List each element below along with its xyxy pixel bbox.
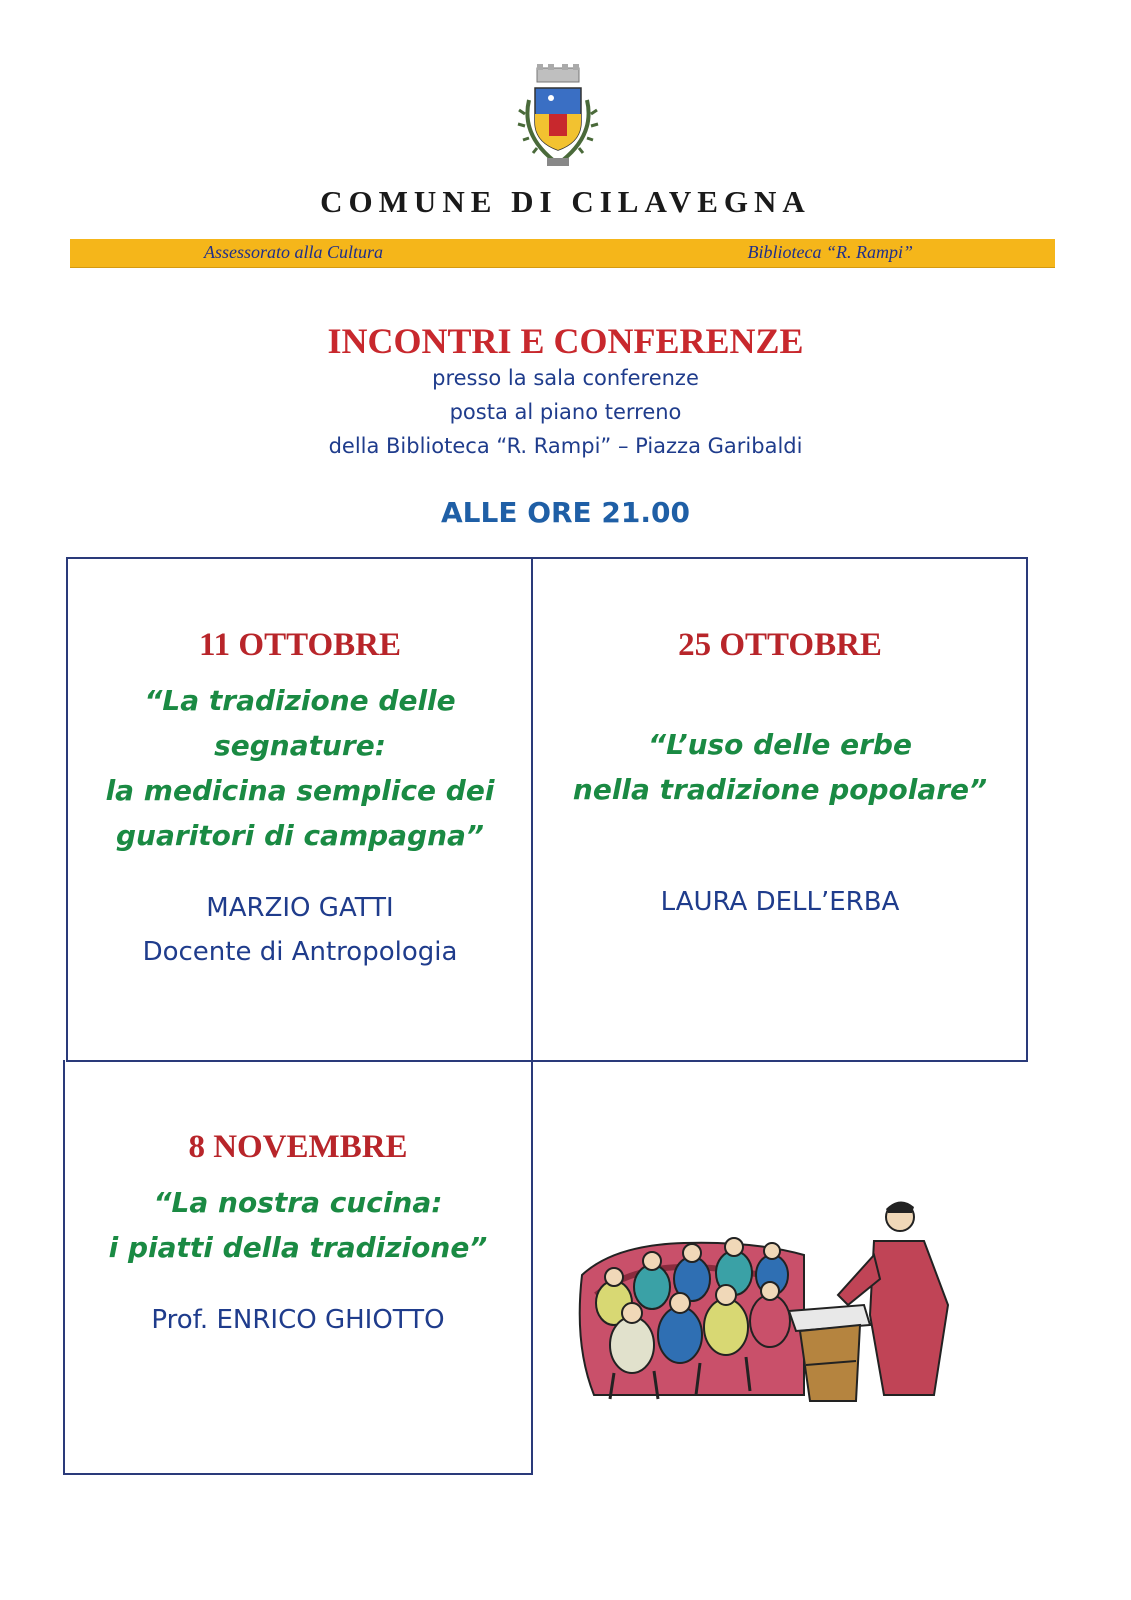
band-culture-office: Assessorato alla Cultura [204, 242, 384, 262]
speaker-name: LAURA DELL’ERBA [660, 887, 900, 917]
event-card [68, 627, 532, 974]
event-card [65, 1129, 531, 1342]
coat-of-arms-emblem [515, 64, 601, 176]
topic-line: la medicina semplice dei [105, 774, 495, 807]
header-band [70, 239, 1055, 268]
topic-line: “La nostra cucina: [153, 1186, 443, 1219]
event-topic [533, 722, 1027, 812]
topic-line: guaritori di campagna” [116, 819, 484, 852]
topic-line: nella tradizione popolare” [572, 773, 988, 806]
event-card [533, 627, 1027, 924]
venue-line: posta al piano terreno [449, 400, 682, 424]
event-speaker [65, 1298, 531, 1342]
venue-line: della Biblioteca “R. Rampi” – Piazza Garibaldi [328, 434, 803, 458]
speaker-role: Docente di Antropologia [142, 937, 458, 967]
event-topic [65, 1180, 531, 1270]
event-date: 11 OTTOBRE [198, 627, 402, 663]
conference-illustration [574, 1195, 952, 1405]
event-time: ALLE ORE 21.00 [440, 496, 691, 529]
municipality-title: COMUNE DI CILAVEGNA [320, 184, 811, 219]
event-speaker [533, 880, 1027, 924]
venue-line: presso la sala conferenze [432, 366, 699, 390]
event-date: 25 OTTOBRE [678, 627, 882, 663]
topic-line: “La tradizione delle [144, 684, 456, 717]
speaker-name: Prof. ENRICO GHIOTTO [151, 1305, 445, 1335]
band-library: Biblioteca “R. Rampi” [747, 242, 913, 262]
event-date: 8 NOVEMBRE [188, 1129, 408, 1165]
speaker-name: MARZIO GATTI [206, 893, 394, 923]
event-speaker [68, 886, 532, 974]
topic-line: “L’uso delle erbe [648, 728, 912, 761]
page-title: INCONTRI E CONFERENZE [327, 321, 804, 361]
topic-line: i piatti della tradizione” [108, 1231, 488, 1264]
topic-line: segnature: [214, 729, 386, 762]
event-topic [68, 678, 532, 858]
